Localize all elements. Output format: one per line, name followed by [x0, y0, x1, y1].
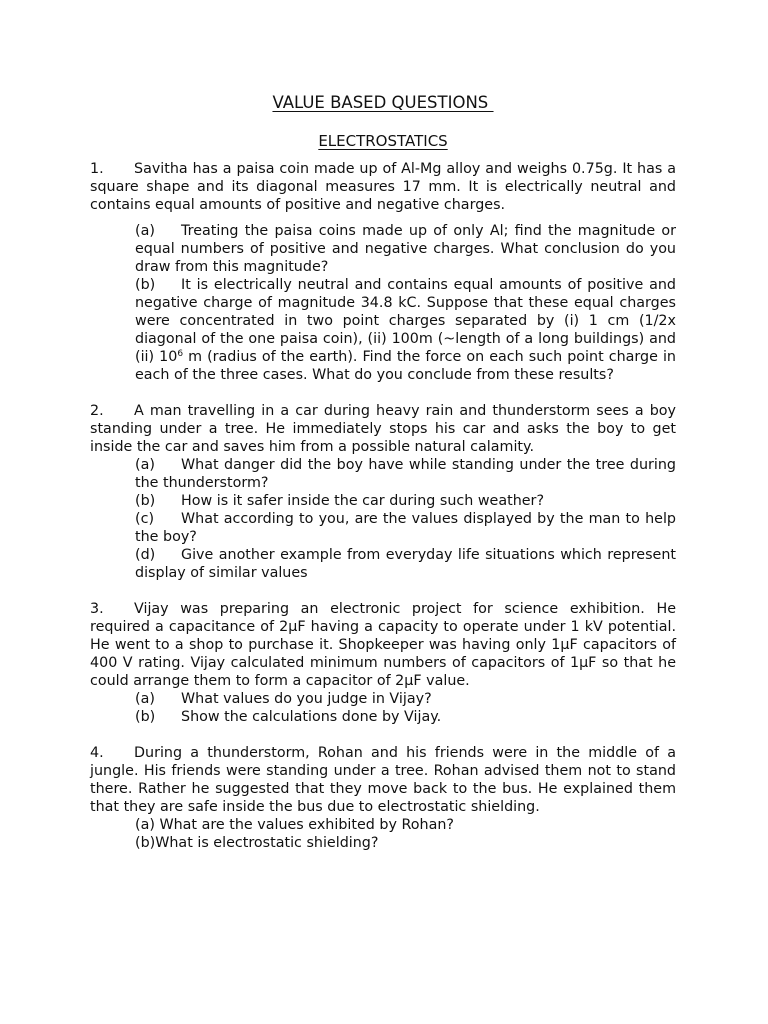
sub-question-label: (a): [135, 457, 155, 473]
question-body: A man travelling in a car during heavy rain and thunderstorm sees a boy standing under a tree. He immediately stops his car and asks the boy to get inside the car and saves him from a possible natural calamity.: [90, 403, 676, 455]
sub-question-2b: [135, 492, 676, 510]
sub-question-2d: [135, 546, 676, 582]
sub-question-label: (b): [135, 709, 156, 725]
question-body: Vijay was preparing an electronic project for science exhibition. He required a capacitance of 2μF having a capacity to operate under 1 kV potential. He went to a shop to purchase it. Shopkeeper was having only 1μF capacitors of 400 V rating. Vijay calculated minimum numbers of capacitors of 1μF so that he could arrange them to form a capacitor of 2μF value.: [90, 601, 676, 689]
sub-question-text: What according to you, are the values displayed by the man to help the boy?: [135, 511, 676, 545]
sub-question-text: What is electrostatic shielding?: [155, 835, 379, 851]
question-number: 4.: [90, 745, 104, 761]
question-body: During a thunderstorm, Rohan and his friends were in the middle of a jungle. His friends were standing under a tree. Rohan advised them not to stand there. Rather he suggested that they move back to the bus. He explained them that they are safe inside the bus due to electrostatic shielding.: [90, 745, 676, 815]
question-number: 3.: [90, 601, 104, 617]
sub-question-1b: [135, 276, 676, 384]
sub-question-label: (b): [135, 277, 156, 293]
sub-question-4a: [135, 816, 676, 834]
question-number: 2.: [90, 403, 104, 419]
sub-question-text: Show the calculations done by Vijay.: [181, 709, 442, 725]
sub-question-1a: [135, 222, 676, 276]
sub-question-label: (a): [135, 691, 155, 707]
question-4-text: [90, 744, 676, 816]
paragraph-spacer: [90, 726, 676, 744]
section-title: ELECTROSTATICS: [318, 132, 448, 150]
question-1-text: [90, 160, 676, 214]
sub-question-text: Treating the paisa coins made up of only Al; find the magnitude or equal numbers of positive and negative charges. What conclusion do you draw from this magnitude?: [135, 223, 676, 275]
sub-question-4b: [135, 834, 676, 852]
sub-question-label: (a): [135, 223, 155, 239]
paragraph-spacer: [90, 582, 676, 600]
question-1: [90, 160, 676, 384]
question-2: [90, 402, 676, 582]
sub-question-list: [135, 690, 676, 726]
page-title: VALUE BASED QUESTIONS: [272, 93, 494, 112]
question-2-text: [90, 402, 676, 456]
paragraph-spacer: [90, 384, 676, 402]
superscript-exponent: 6: [177, 349, 184, 359]
question-4: [90, 744, 676, 852]
sub-question-3a: [135, 690, 676, 708]
sub-question-2a: [135, 456, 676, 492]
sub-question-text: How is it safer inside the car during such weather?: [181, 493, 545, 509]
sub-question-label: (d): [135, 547, 156, 563]
sub-question-list: [135, 816, 676, 852]
question-3: [90, 600, 676, 726]
sub-question-text: Give another example from everyday life situations which represent display of similar values: [135, 547, 676, 581]
question-body: Savitha has a paisa coin made up of Al-Mg alloy and weighs 0.75g. It has a square shape and its diagonal measures 17 mm. It is electrically neutral and contains equal amounts of positive and negative charges.: [90, 161, 676, 213]
sub-question-3b: [135, 708, 676, 726]
document-page: [90, 92, 676, 852]
sub-question-list: [135, 222, 676, 384]
sub-question-text-continued: m (radius of the earth). Find the force on each such point charge in each of the three cases. What do you conclude from these results?: [135, 349, 676, 383]
sub-question-text: What are the values exhibited by Rohan?: [159, 817, 454, 833]
sub-question-text: What values do you judge in Vijay?: [181, 691, 432, 707]
sub-question-text: It is electrically neutral and contains equal amounts of positive and negative charge of magnitude 34.8 kC. Suppose that these equal charges were concentrated in two point charges separated by (i) 1 cm (1/2x diagonal of the one paisa coin), (ii) 100m (~length of a long buildings) and (ii) 10: [135, 277, 676, 365]
sub-question-list: [135, 456, 676, 582]
sub-question-label: (a): [135, 817, 155, 833]
question-3-text: [90, 600, 676, 690]
sub-question-label: (c): [135, 511, 155, 527]
sub-question-label: (b): [135, 493, 156, 509]
sub-question-text: What danger did the boy have while standing under the tree during the thunderstorm?: [135, 457, 676, 491]
question-number: 1.: [90, 161, 104, 177]
sub-question-label: (b): [135, 835, 156, 851]
sub-question-2c: [135, 510, 676, 546]
